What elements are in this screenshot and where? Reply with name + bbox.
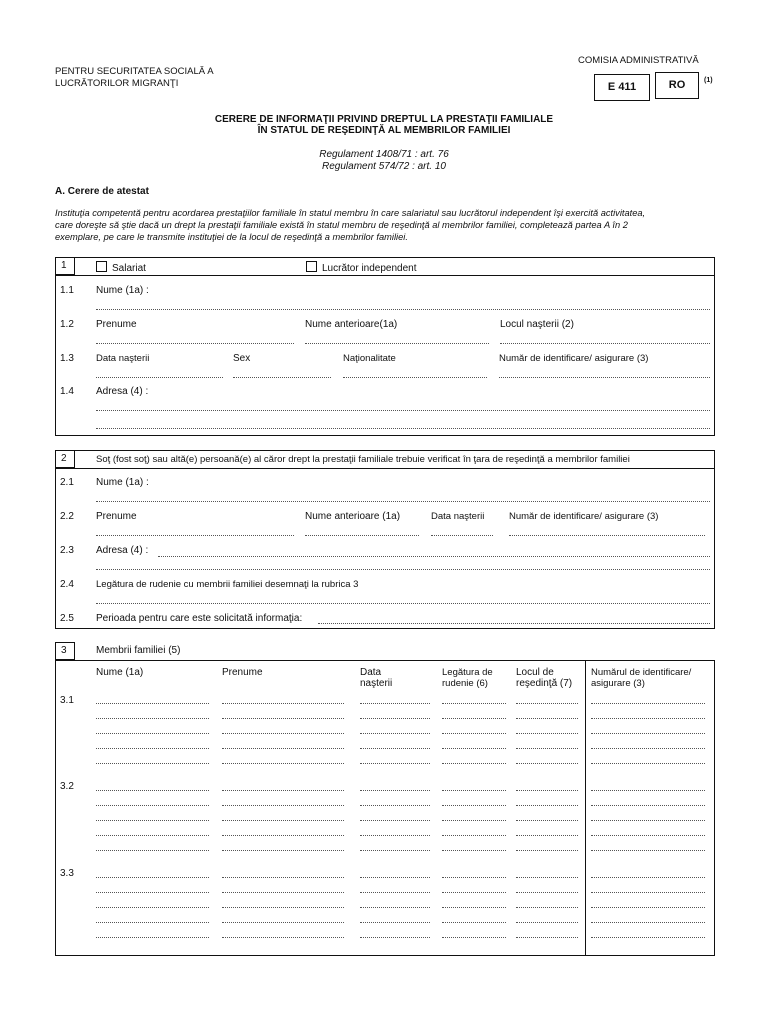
table-cell-line[interactable] [516, 850, 578, 851]
col-locul-1: Locul de [516, 667, 554, 678]
adresa-line-2[interactable] [96, 428, 710, 429]
table-cell-line[interactable] [442, 733, 506, 734]
adresa-2-line-1[interactable] [158, 556, 710, 557]
field-2-3-number: 2.3 [60, 545, 74, 556]
table-cell-line[interactable] [222, 763, 344, 764]
table-cell-line[interactable] [591, 820, 705, 821]
col-legatura-1: Legătura de [442, 667, 493, 678]
table-cell-line[interactable] [222, 820, 344, 821]
table-cell-line[interactable] [591, 877, 705, 878]
form-code-box: E 411 [594, 74, 650, 101]
table-cell-line[interactable] [222, 937, 344, 938]
table-cell-line[interactable] [516, 805, 578, 806]
table-cell-line[interactable] [96, 790, 209, 791]
table-cell-line[interactable] [591, 733, 705, 734]
intro-line3: exemplare, pe care le transmite instituţiei de la locul de reşedinţă a membrilor familiei. [55, 232, 408, 242]
table-cell-line[interactable] [591, 748, 705, 749]
col-numar-2: asigurare (3) [591, 678, 645, 689]
salariat-option[interactable] [96, 261, 146, 275]
section-3-title: Membrii familiei (5) [96, 645, 181, 656]
table-cell-line[interactable] [222, 703, 344, 704]
table-cell-line[interactable] [96, 718, 209, 719]
table-cell-line[interactable] [442, 718, 506, 719]
prenume-2-line[interactable] [96, 535, 294, 536]
table-cell-line[interactable] [360, 850, 430, 851]
col-prenume: Prenume [222, 667, 263, 678]
table-cell-line[interactable] [222, 805, 344, 806]
table-cell-line[interactable] [96, 805, 209, 806]
table-cell-line[interactable] [222, 907, 344, 908]
section-1-number: 1 [61, 260, 67, 271]
col-nume: Nume (1a) [96, 667, 144, 678]
salariat-checkbox[interactable] [96, 261, 107, 272]
col-locul-2: reşedinţă (7) [516, 678, 573, 689]
regulation-1: Regulament 1408/71 : art. 76 [319, 149, 449, 160]
data-nasterii-2-label: Data naşterii [431, 511, 485, 522]
table-cell-line[interactable] [591, 850, 705, 851]
row-3-2-number: 3.2 [60, 781, 74, 792]
table-cell-line[interactable] [516, 733, 578, 734]
table-cell-line[interactable] [222, 790, 344, 791]
table-cell-line[interactable] [442, 907, 506, 908]
commission-label: COMISIA ADMINISTRATIVĂ [578, 55, 699, 66]
title-line2: ÎN STATUL DE REŞEDINŢĂ AL MEMBRILOR FAMILIEI [257, 125, 511, 136]
table-cell-line[interactable] [96, 877, 209, 878]
table-cell-line[interactable] [222, 877, 344, 878]
data-nasterii-label: Data naşterii [96, 353, 150, 364]
table-cell-line[interactable] [591, 937, 705, 938]
sex-line[interactable] [233, 377, 331, 378]
col-numar-1: Numărul de identificare/ [591, 667, 692, 678]
table-cell-line[interactable] [96, 763, 209, 764]
org-line2: LUCRĂTORILOR MIGRANŢI [55, 78, 179, 89]
table-cell-line[interactable] [516, 820, 578, 821]
table-cell-line[interactable] [360, 892, 430, 893]
nr-identificare-line[interactable] [499, 377, 710, 378]
row-3-3-number: 3.3 [60, 868, 74, 879]
table-cell-line[interactable] [516, 892, 578, 893]
table-cell-line[interactable] [360, 790, 430, 791]
row-3-1-number: 3.1 [60, 695, 74, 706]
table-cell-line[interactable] [222, 922, 344, 923]
independent-option[interactable] [306, 261, 417, 275]
nationalitate-line[interactable] [343, 377, 487, 378]
table-cell-line[interactable] [516, 877, 578, 878]
table-cell-line[interactable] [442, 703, 506, 704]
field-2-4-number: 2.4 [60, 579, 74, 590]
nr-identificare-label: Număr de identificare/ asigurare (3) [499, 353, 649, 364]
table-cell-line[interactable] [96, 703, 209, 704]
table-cell-line[interactable] [516, 790, 578, 791]
field-2-2-number: 2.2 [60, 511, 74, 522]
section-2-number: 2 [61, 453, 67, 464]
field-1-3-number: 1.3 [60, 353, 74, 364]
field-2-1-line[interactable] [96, 501, 710, 502]
locul-nasterii-label: Locul naşterii (2) [500, 319, 574, 330]
table-cell-line[interactable] [516, 763, 578, 764]
org-line1: PENTRU SECURITATEA SOCIALĂ A [55, 66, 214, 77]
table-cell-line[interactable] [360, 763, 430, 764]
table-cell-line[interactable] [360, 937, 430, 938]
table-column-divider [585, 660, 586, 956]
field-1-2-number: 1.2 [60, 319, 74, 330]
country-box: RO [655, 72, 699, 99]
table-cell-line[interactable] [442, 892, 506, 893]
table-cell-line[interactable] [222, 892, 344, 893]
table-cell-line[interactable] [360, 748, 430, 749]
sex-label: Sex [233, 353, 251, 364]
table-cell-line[interactable] [442, 850, 506, 851]
table-cell-line[interactable] [442, 748, 506, 749]
table-cell-line[interactable] [442, 790, 506, 791]
table-cell-line[interactable] [360, 805, 430, 806]
table-cell-line[interactable] [442, 763, 506, 764]
table-cell-line[interactable] [360, 877, 430, 878]
data-nasterii-2-line[interactable] [431, 535, 493, 536]
regulation-2: Regulament 574/72 : art. 10 [322, 161, 446, 172]
adresa-2-line-2[interactable] [96, 569, 710, 570]
table-cell-line[interactable] [591, 892, 705, 893]
field-2-5-number: 2.5 [60, 613, 74, 624]
field-1-1-label: Nume (1a) : [96, 285, 149, 296]
table-cell-line[interactable] [516, 907, 578, 908]
table-cell-line[interactable] [591, 907, 705, 908]
field-1-1-line[interactable] [96, 309, 710, 310]
table-cell-line[interactable] [96, 907, 209, 908]
nr-identificare-2-line[interactable] [509, 535, 705, 536]
table-cell-line[interactable] [516, 937, 578, 938]
table-cell-line[interactable] [442, 877, 506, 878]
legatura-label: Legătura de rudenie cu membrii familiei desemnaţi la rubrica 3 [96, 579, 359, 590]
adresa-label: Adresa (4) : [96, 386, 149, 397]
nume-anterioare-2-label: Nume anterioare (1a) [305, 511, 401, 522]
section-2-title: Soţ (fost soţ) sau altă(e) persoană(e) al căror drept la prestaţii familiale trebuie verificat în ţara de reşedinţă a membrilor familiei [96, 454, 630, 465]
table-cell-line[interactable] [222, 835, 344, 836]
table-cell-line[interactable] [591, 790, 705, 791]
table-cell-line[interactable] [360, 733, 430, 734]
table-cell-line[interactable] [360, 922, 430, 923]
table-cell-line[interactable] [222, 748, 344, 749]
table-cell-line[interactable] [222, 718, 344, 719]
nationalitate-label: Naţionalitate [343, 353, 396, 364]
prenume-label: Prenume [96, 319, 137, 330]
table-cell-line[interactable] [591, 805, 705, 806]
col-legatura-2: rudenie (6) [442, 678, 488, 689]
data-nasterii-line[interactable] [96, 377, 223, 378]
table-cell-line[interactable] [96, 892, 209, 893]
table-cell-line[interactable] [442, 937, 506, 938]
table-cell-line[interactable] [442, 820, 506, 821]
nume-anterioare-label: Nume anterioare(1a) [305, 319, 398, 330]
table-cell-line[interactable] [360, 820, 430, 821]
section-3-table [55, 660, 715, 956]
table-cell-line[interactable] [591, 763, 705, 764]
section-1-divider [55, 275, 715, 276]
table-cell-line[interactable] [516, 922, 578, 923]
table-cell-line[interactable] [516, 835, 578, 836]
table-cell-line[interactable] [591, 922, 705, 923]
table-cell-line[interactable] [442, 922, 506, 923]
table-cell-line[interactable] [591, 703, 705, 704]
locul-nasterii-line[interactable] [500, 343, 710, 344]
table-cell-line[interactable] [222, 850, 344, 851]
table-cell-line[interactable] [516, 703, 578, 704]
nume-anterioare-2-line[interactable] [305, 535, 419, 536]
field-2-1-label: Nume (1a) : [96, 477, 149, 488]
nume-anterioare-line[interactable] [305, 343, 489, 344]
table-cell-line[interactable] [591, 835, 705, 836]
perioada-line[interactable] [318, 623, 710, 624]
table-cell-line[interactable] [516, 748, 578, 749]
legatura-line[interactable] [96, 603, 710, 604]
table-cell-line[interactable] [591, 718, 705, 719]
note-ref: (1) [704, 77, 713, 84]
salariat-label: Salariat [112, 263, 146, 274]
col-data-1: Data [360, 667, 382, 678]
field-1-4-number: 1.4 [60, 386, 74, 397]
table-cell-line[interactable] [96, 835, 209, 836]
table-cell-line[interactable] [96, 733, 209, 734]
table-cell-line[interactable] [360, 907, 430, 908]
nr-identificare-2-label: Număr de identificare/ asigurare (3) [509, 511, 659, 522]
section-a-heading: A. Cerere de atestat [55, 186, 149, 197]
table-cell-line[interactable] [96, 922, 209, 923]
title-line1: CERERE DE INFORMAŢII PRIVIND DREPTUL LA PRESTAŢII FAMILIALE [214, 114, 554, 125]
intro-line1: Instituţia competentă pentru acordarea prestaţiilor familiale în statul membru în care salariatul sau lucrătorul independent îşi exercită activitatea, [55, 208, 646, 218]
table-cell-line[interactable] [360, 703, 430, 704]
field-1-1-number: 1.1 [60, 285, 74, 296]
perioada-label: Perioada pentru care este solicitată informaţia: [96, 613, 303, 624]
table-cell-line[interactable] [96, 850, 209, 851]
table-cell-line[interactable] [360, 835, 430, 836]
table-cell-line[interactable] [360, 718, 430, 719]
table-cell-line[interactable] [96, 937, 209, 938]
prenume-line[interactable] [96, 343, 294, 344]
independent-checkbox[interactable] [306, 261, 317, 272]
table-cell-line[interactable] [222, 733, 344, 734]
section-2-divider [55, 468, 715, 469]
intro-line2: care doreşte să ştie dacă un drept la prestaţii familiale există în statul membru de reşedinţă al membrilor familiei, completează partea A în 2 [55, 220, 628, 230]
table-cell-line[interactable] [442, 835, 506, 836]
field-2-1-number: 2.1 [60, 477, 74, 488]
adresa-line-1[interactable] [96, 410, 710, 411]
col-data-2: naşterii [360, 678, 393, 689]
table-cell-line[interactable] [96, 748, 209, 749]
prenume-2-label: Prenume [96, 511, 137, 522]
table-cell-line[interactable] [442, 805, 506, 806]
table-cell-line[interactable] [96, 820, 209, 821]
adresa-2-label: Adresa (4) : [96, 545, 149, 556]
table-cell-line[interactable] [516, 718, 578, 719]
independent-label: Lucrător independent [322, 263, 417, 274]
section-3-number: 3 [61, 645, 67, 656]
